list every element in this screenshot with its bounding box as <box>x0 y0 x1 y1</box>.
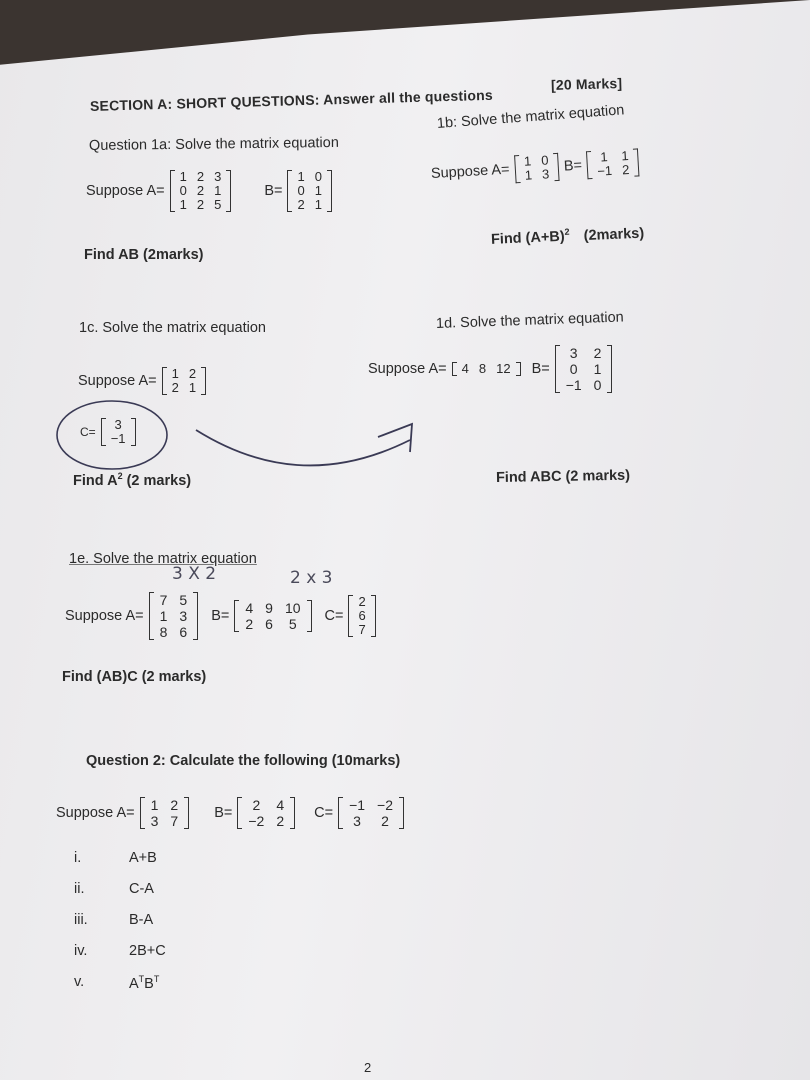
matrix-entry: 4 <box>461 361 469 376</box>
q1e-matrices <box>65 592 376 640</box>
q1b-find-exponent: 2 <box>564 226 570 237</box>
matrix-entry: 4 <box>245 600 254 616</box>
matrix-entry: 1 <box>620 147 629 164</box>
q1a-find: Find AB (2marks) <box>84 247 204 263</box>
matrix-entry: 7 <box>170 813 179 829</box>
q1b-find-text: Find (A+B) <box>490 228 566 248</box>
q1e-matrix-c <box>348 595 375 637</box>
matrix-entry: 3 <box>179 608 188 624</box>
q2-item <box>74 850 166 881</box>
matrix-entry: 2 <box>171 380 179 395</box>
matrix-entry: 1 <box>150 797 159 813</box>
matrix-entry: −1 <box>596 162 613 179</box>
q2-matrix-a <box>140 797 190 829</box>
total-marks: [20 Marks] <box>550 75 623 93</box>
matrix-entry: 7 <box>358 622 366 637</box>
matrix-entry: 1 <box>314 197 322 212</box>
q2-item <box>74 974 166 1005</box>
matrix-entry: 1 <box>171 366 179 381</box>
q2-item-text <box>129 974 159 1005</box>
q1c-title: 1c. Solve the matrix equation <box>79 320 266 336</box>
matrix-entry: 1 <box>524 167 533 183</box>
matrix-bracket-right <box>516 362 521 376</box>
q1e-title: 1e. Solve the matrix equation <box>69 551 257 567</box>
q1e-matrix-b <box>234 600 311 632</box>
q1d-b-label: B= <box>531 361 550 377</box>
matrix-entry: 2 <box>252 797 261 813</box>
q1b-b-label: B= <box>563 157 583 175</box>
hand-drawn-arrow-line <box>196 430 410 465</box>
matrix-entry: 12 <box>496 361 511 376</box>
q2-matrix-c <box>338 797 404 829</box>
q1d-matrices <box>368 345 612 393</box>
matrix-entry: 1 <box>214 183 222 198</box>
q2-item <box>74 881 166 912</box>
matrix-entry: 2 <box>188 366 197 381</box>
matrix-entry: 1 <box>523 153 532 169</box>
matrix-entry: 2 <box>170 797 179 813</box>
matrix-entry: 2 <box>358 594 366 609</box>
q1c-find-marks: (2 marks) <box>122 472 192 489</box>
q1c-a-label: Suppose A= <box>78 373 157 389</box>
matrix-entry: 6 <box>179 624 188 640</box>
q1d-a-label: Suppose A= <box>368 361 447 377</box>
matrix-entry: 1 <box>593 361 602 377</box>
hand-drawn-circle <box>57 401 167 469</box>
matrix-entry: 5 <box>288 616 297 632</box>
q1b-title: 1b: Solve the matrix equation <box>436 102 625 132</box>
matrix-entry: 3 <box>569 345 578 361</box>
q1a-b-label: B= <box>264 183 283 199</box>
matrix-entry: −1 <box>565 377 582 393</box>
matrix-entry: 2 <box>276 813 285 829</box>
matrix-entry: 1 <box>188 380 197 395</box>
q2-matrix-b <box>237 797 295 829</box>
matrix-entry: 2 <box>196 169 205 184</box>
matrix-entry: 3 <box>353 813 361 829</box>
q2-item-number: iv. <box>74 943 88 959</box>
q1d-matrix-b <box>555 345 613 393</box>
matrix-entry: 1 <box>159 608 168 624</box>
matrix-entry: 8 <box>478 361 487 376</box>
matrix-entry: −2 <box>377 797 394 813</box>
matrix-entry: −2 <box>248 813 265 829</box>
q1d-title: 1d. Solve the matrix equation <box>435 309 624 332</box>
q2-item-base-a: A <box>129 975 139 992</box>
matrix-entry: −1 <box>349 797 366 813</box>
q1a-a-label: Suppose A= <box>86 183 165 199</box>
q1b-find-marks: (2marks) <box>583 225 645 244</box>
matrix-entry: 2 <box>593 345 602 361</box>
q1e-handwritten-dim-a: 3 X 2 <box>172 564 217 584</box>
matrix-bracket-right <box>607 345 612 393</box>
matrix-entry: 0 <box>569 361 578 377</box>
matrix-bracket-right <box>399 797 404 829</box>
q2-item-text: 2B+C <box>129 943 166 959</box>
matrix-entry: 3 <box>214 169 222 184</box>
q1d-find: Find ABC (2 marks) <box>495 467 631 486</box>
q1e-b-label: B= <box>211 608 230 624</box>
matrix-entry: 1 <box>599 149 608 165</box>
matrix-bracket-right <box>184 797 189 829</box>
matrix-entry: 2 <box>381 813 389 829</box>
matrix-bracket-right <box>193 592 198 640</box>
matrix-entry: 9 <box>265 600 273 616</box>
matrix-entry: 1 <box>297 169 305 184</box>
q1b-a-label: Suppose A= <box>430 161 510 182</box>
q2-item-text: A+B <box>129 850 157 866</box>
q1e-c-label: C= <box>324 608 344 624</box>
q1e-handwritten-dim-b: 2 x 3 <box>290 568 333 588</box>
q1a-title: Question 1a: Solve the matrix equation <box>88 134 339 154</box>
q2-b-label: B= <box>214 805 233 821</box>
matrix-entry: 6 <box>358 608 366 623</box>
matrix-bracket-right <box>290 797 295 829</box>
q2-item-number: v. <box>74 974 85 990</box>
matrix-entry: 8 <box>159 624 168 640</box>
matrix-entry: 1 <box>179 169 187 184</box>
matrix-entry: 2 <box>196 197 205 212</box>
q2-item-number: ii. <box>74 881 85 897</box>
q2-item-text: C-A <box>129 881 154 897</box>
q1c-find-exponent: 2 <box>117 471 123 481</box>
matrix-entry: 7 <box>159 592 168 608</box>
q2-c-label: C= <box>314 805 334 821</box>
section-title: SECTION A: SHORT QUESTIONS: Answer all the questions <box>89 86 494 114</box>
matrix-entry: 10 <box>284 600 301 616</box>
q2-item-number: i. <box>74 850 82 866</box>
q2-item-transpose-b: T <box>153 974 160 984</box>
q2-item-text: B-A <box>129 912 154 928</box>
q1e-a-label: Suppose A= <box>65 608 144 624</box>
q2-a-label: Suppose A= <box>56 805 135 821</box>
matrix-entry: 2 <box>245 616 254 632</box>
matrix-entry: 0 <box>540 152 549 168</box>
matrix-entry: 3 <box>150 813 159 829</box>
matrix-entry: 4 <box>276 797 285 813</box>
matrix-entry: 0 <box>593 377 602 393</box>
matrix-entry: 2 <box>196 183 205 198</box>
q1c-c-label: C= <box>80 425 96 439</box>
q1c-find-text: Find A <box>73 472 118 489</box>
q2-item-transpose-a: T <box>138 974 145 984</box>
matrix-entry: 6 <box>265 616 273 632</box>
matrix-bracket-right <box>307 600 312 632</box>
q2-item <box>74 912 166 943</box>
q1d-matrix-a <box>452 362 521 376</box>
matrix-entry: 3 <box>541 166 550 182</box>
matrix-entry: 5 <box>179 592 188 608</box>
q2-item-list <box>74 850 166 1005</box>
matrix-entry: 2 <box>621 161 630 178</box>
q2-item-base-b: B <box>144 975 154 992</box>
matrix-entry: 1 <box>314 183 322 198</box>
q2-matrices <box>56 797 404 829</box>
q2-item-number: iii. <box>74 912 88 928</box>
matrix-entry: 1 <box>179 197 187 212</box>
q2-item <box>74 943 166 974</box>
matrix-entry: 0 <box>179 183 187 198</box>
matrix-entry: 3 <box>114 417 122 432</box>
matrix-entry: 0 <box>297 183 305 198</box>
matrix-entry: 5 <box>214 197 222 212</box>
matrix-entry: 2 <box>297 197 305 212</box>
page-number: 2 <box>364 1060 372 1075</box>
matrix-entry: −1 <box>110 431 126 446</box>
matrix-entry: 0 <box>314 169 322 184</box>
q2-title: Question 2: Calculate the following (10marks) <box>86 753 401 769</box>
q1e-find: Find (AB)C (2 marks) <box>62 669 207 685</box>
matrix-bracket-right <box>371 595 376 637</box>
q1e-matrix-a <box>149 592 199 640</box>
